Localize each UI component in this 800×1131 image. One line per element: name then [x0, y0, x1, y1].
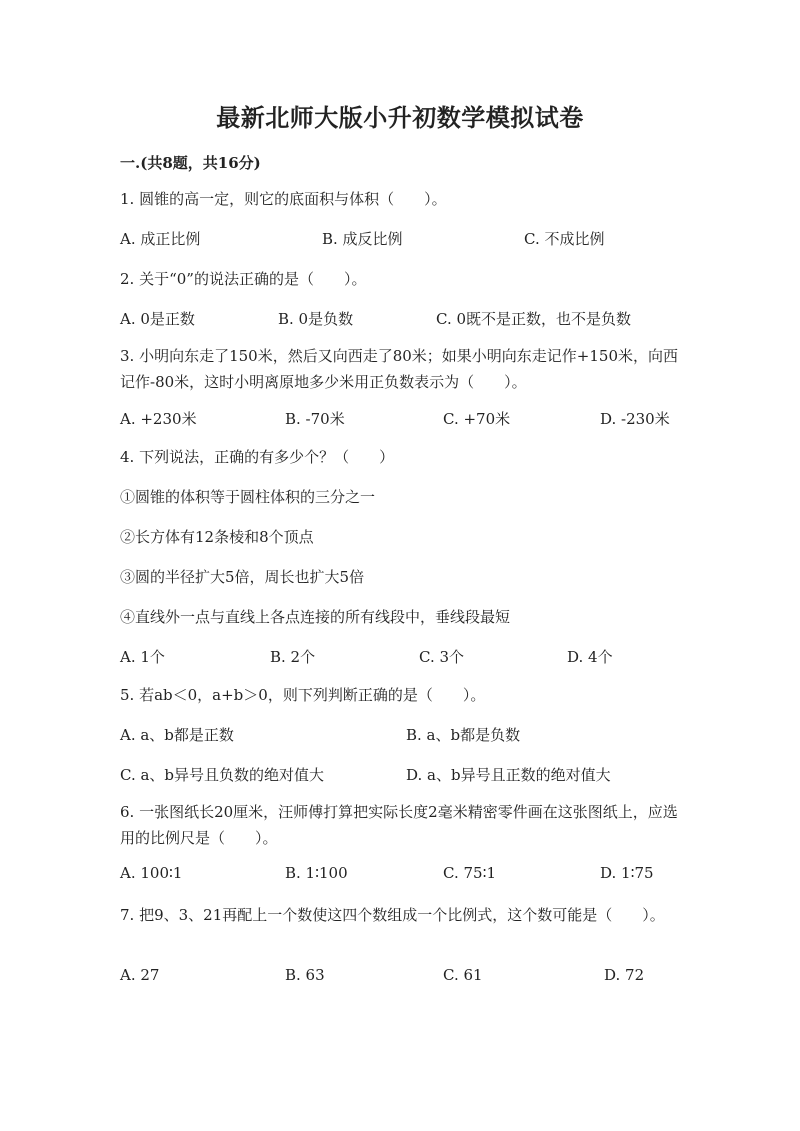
- q4-option-c: C. 3个: [419, 648, 465, 666]
- question-5-stem: 5. 若ab＜0，a+b＞0，则下列判断正确的是（ ）。: [120, 686, 486, 704]
- q7-option-b: B. 63: [285, 966, 325, 984]
- q4-option-b: B. 2个: [270, 648, 316, 666]
- question-4-stem: 4. 下列说法，正确的有多少个？（ ）: [120, 448, 395, 466]
- q7-option-d: D. 72: [604, 966, 645, 984]
- q3-option-b: B. -70米: [285, 410, 345, 428]
- q7-option-a: A. 27: [120, 966, 160, 984]
- q1-option-c: C. 不成比例: [524, 230, 605, 248]
- q4-option-d: D. 4个: [567, 648, 613, 666]
- section-heading: 一.(共8题，共16分): [120, 154, 261, 172]
- q5-option-b: B. a、b都是负数: [406, 726, 521, 744]
- q2-option-b: B. 0是负数: [278, 310, 354, 328]
- q5-option-a: A. a、b都是正数: [120, 726, 234, 744]
- q3-option-d: D. -230米: [600, 410, 670, 428]
- q4-statement-1: ①圆锥的体积等于圆柱体积的三分之一: [120, 488, 376, 506]
- q4-statement-2: ②长方体有12条棱和8个顶点: [120, 528, 314, 546]
- q6-option-d: D. 1∶75: [600, 864, 654, 882]
- question-2-stem: 2. 关于“0”的说法正确的是（ ）。: [120, 270, 367, 288]
- q3-option-c: C. +70米: [443, 410, 511, 428]
- q2-option-a: A. 0是正数: [120, 310, 195, 328]
- question-7-stem: 7. 把9、3、21再配上一个数使这四个数组成一个比例式，这个数可能是（ ）。: [120, 906, 665, 924]
- q1-option-a: A. 成正比例: [120, 230, 201, 248]
- q4-statement-3: ③圆的半径扩大5倍，周长也扩大5倍: [120, 568, 365, 586]
- q6-option-a: A. 100∶1: [120, 864, 183, 882]
- q4-option-a: A. 1个: [120, 648, 165, 666]
- q7-option-c: C. 61: [443, 966, 483, 984]
- page-title: 最新北师大版小升初数学模拟试卷: [216, 103, 584, 132]
- q5-option-c: C. a、b异号且负数的绝对值大: [120, 766, 325, 784]
- question-6-stem: 6. 一张图纸长20厘米，汪师傅打算把实际长度2毫米精密零件画在这张图纸上，应选用的比例尺是（ ）。: [120, 803, 678, 847]
- q6-option-c: C. 75∶1: [443, 864, 497, 882]
- q1-option-b: B. 成反比例: [322, 230, 403, 248]
- q4-statement-4: ④直线外一点与直线上各点连接的所有线段中，垂线段最短: [120, 608, 511, 626]
- q2-option-c: C. 0既不是正数，也不是负数: [436, 310, 632, 328]
- question-1-stem: 1. 圆锥的高一定，则它的底面积与体积（ ）。: [120, 190, 447, 208]
- q5-option-d: D. a、b异号且正数的绝对值大: [406, 766, 611, 784]
- q6-option-b: B. 1∶100: [285, 864, 348, 882]
- question-3-stem: 3. 小明向东走了150米，然后又向西走了80米；如果小明向东走记作+150米，向西记作-80米，这时小明离原地多少米用正负数表示为（ ）。: [120, 347, 678, 391]
- q3-option-a: A. +230米: [120, 410, 197, 428]
